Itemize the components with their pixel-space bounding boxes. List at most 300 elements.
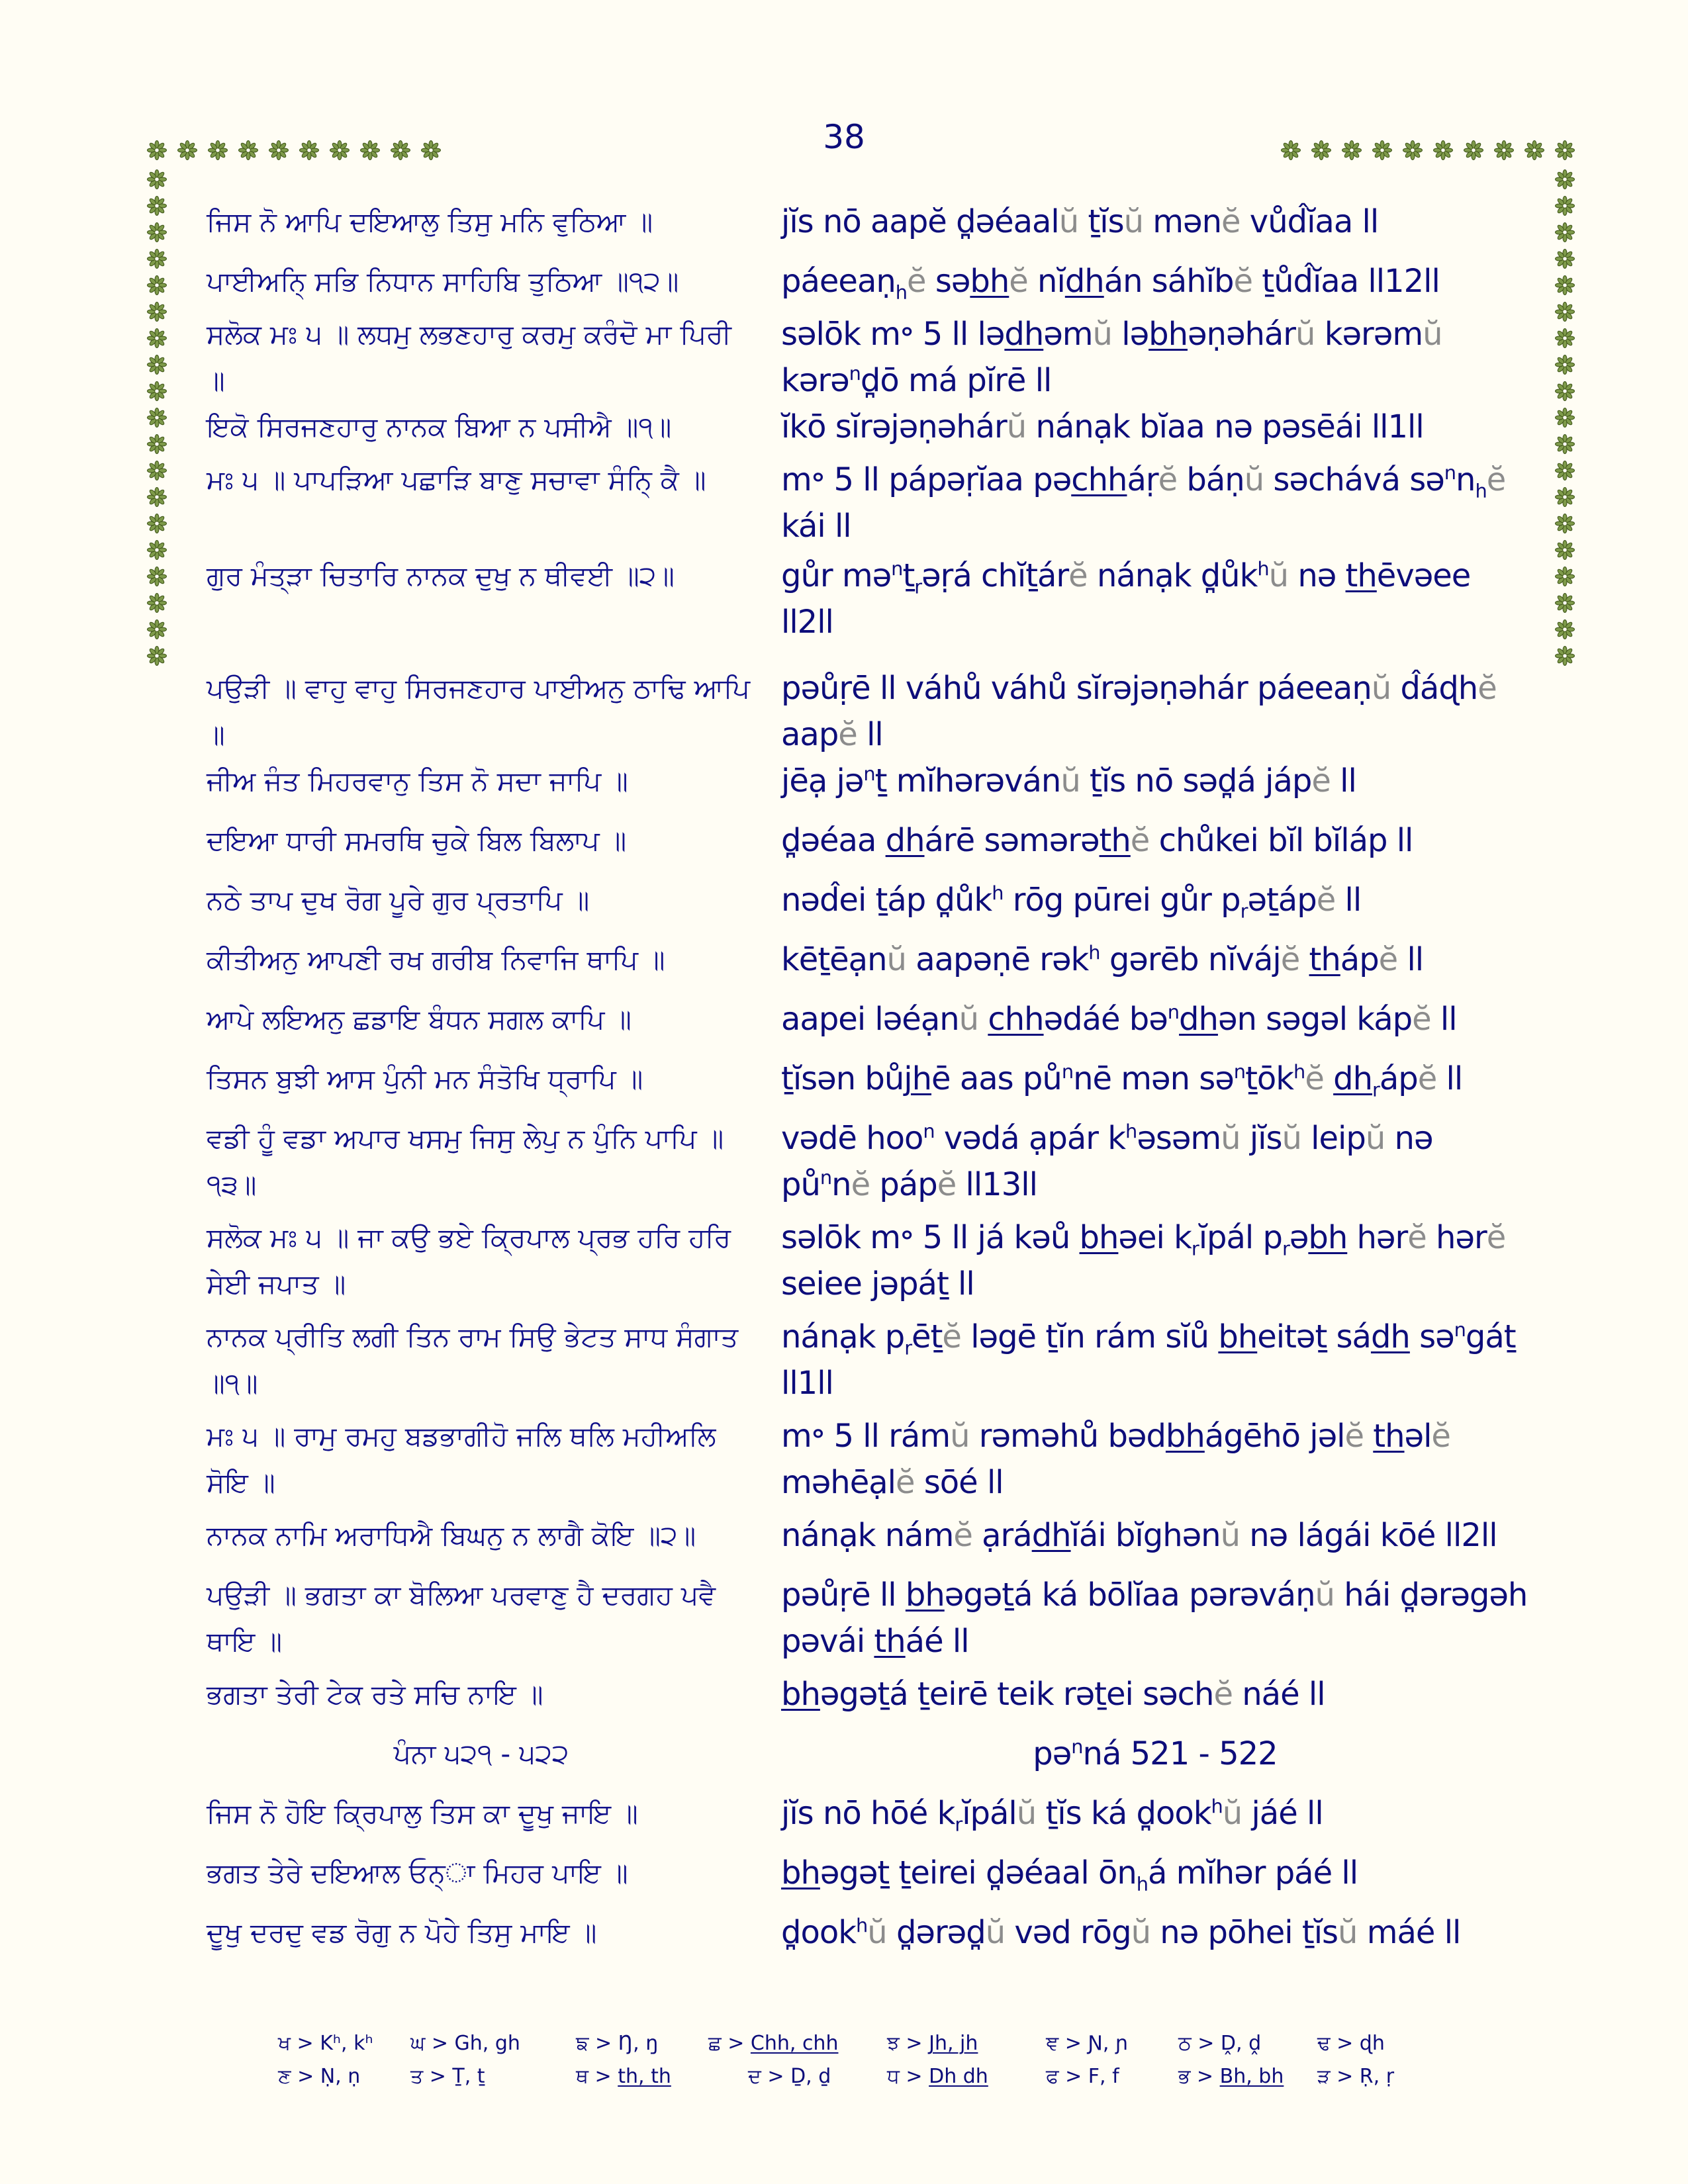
- translit-text: vədē hoo: [781, 1120, 923, 1157]
- legend-item: [887, 2032, 978, 2055]
- muted-vowel: ŭ: [1006, 408, 1027, 445]
- aspirate-mark: th: [1309, 941, 1340, 978]
- superscript-mark: h: [1088, 941, 1100, 964]
- transliteration-line: [781, 553, 1529, 645]
- translit-text: áp: [1379, 1060, 1418, 1097]
- transliteration-line: [781, 311, 1529, 404]
- superscript-mark: n: [1061, 1060, 1074, 1083]
- muted-vowel: ŭ: [1315, 1576, 1335, 1614]
- legend-mapping: ਘ > Gh, gh: [410, 2032, 520, 2055]
- translit-text: ləgē ṯĭn rám sĭů: [961, 1318, 1219, 1355]
- superscript-mark: n: [891, 557, 903, 580]
- translit-text: kərə: [781, 362, 849, 399]
- superscript-mark: n: [923, 1120, 935, 1142]
- muted-vowel: ŭ: [1295, 316, 1315, 353]
- translit-text: áp: [1340, 941, 1379, 978]
- muted-vowel: ĕ: [1486, 461, 1506, 498]
- transliteration-line: [781, 1572, 1529, 1664]
- aspirate-mark: dh: [1333, 1060, 1372, 1097]
- translit-text: árē səmərə: [924, 822, 1100, 859]
- legend-mapping: ਭ >: [1178, 2065, 1220, 2088]
- gurmukhi-line: ਜੀਅ ਜੰਤ ਮਿਹਰਵਾਨੁ ਤਿਸ ਨੋ ਸਦਾ ਜਾਪਿ ॥: [207, 765, 628, 797]
- translit-text: sə: [1409, 1318, 1454, 1355]
- legend-mapping: ਤ > Ṯ, ṯ: [410, 2065, 485, 2088]
- legend-underlined-mapping: Jh, jh: [929, 2032, 978, 2055]
- muted-vowel: ŭ: [1268, 557, 1289, 594]
- gurmukhi-line: ਇਕੋ ਸਿਰਜਣਹਾਰੁ ਨਾਨਕ ਬਿਆ ਨ ਪਸੀਐ ॥੧॥: [207, 411, 672, 443]
- translit-text: nánạk d̪ůk: [1087, 557, 1258, 594]
- legend-item: [410, 2065, 485, 2088]
- translit-text: pəůṛē ll váhů váhů sĭrəjəṇəhár páeeaṇ: [781, 670, 1372, 707]
- legend-item: [1317, 2065, 1394, 2088]
- transliteration-line: [781, 1115, 1529, 1208]
- muted-vowel: ŭ: [1016, 1795, 1037, 1832]
- translit-text: əṯáp: [1247, 882, 1317, 919]
- translit-text: əl: [1404, 1418, 1432, 1455]
- translit-text: aapei ləéạn: [781, 1001, 959, 1038]
- translit-text: ə: [1289, 1219, 1309, 1256]
- subscript-mark: h: [1475, 479, 1487, 502]
- aspirate-mark: bh: [1149, 316, 1188, 353]
- legend-item: [410, 2032, 520, 2055]
- transliteration-line: [781, 1850, 1529, 1896]
- translit-text: ágēhō jəl: [1204, 1418, 1345, 1455]
- translit-text: ṯůd̂ĭaa ll12ll: [1252, 263, 1440, 300]
- gurmukhi-line: ਨਾਨਕ ਪ੍ਰੀਤਿ ਲਗੀ ਤਿਨ ਰਾਮ ਸਿਉ ਭੇਟਤ ਸਾਧ ਸੰਗਾਤ ॥੧॥: [207, 1321, 739, 1399]
- translit-text: vůd̂ĭaa ll: [1240, 203, 1379, 240]
- translit-text: mən: [1143, 203, 1221, 240]
- aspirate-mark: chh: [1071, 461, 1127, 498]
- superscript-mark: h: [856, 1914, 868, 1936]
- translit-text: ēṯ: [912, 1318, 943, 1355]
- translit-text: ĭpál p: [1198, 1219, 1282, 1256]
- muted-vowel: ŭ: [1371, 670, 1391, 707]
- transliteration-line: [781, 1056, 1529, 1102]
- muted-vowel: ŭ: [886, 941, 906, 978]
- translit-text: jáé ll: [1242, 1795, 1323, 1832]
- transliteration-line: [781, 817, 1529, 864]
- muted-vowel: ĕ: [1477, 670, 1497, 707]
- gurmukhi-line: ਮਃ ੫ ॥ ਰਾਮੁ ਰਮਹੁ ਬਡਭਾਗੀਹੋ ਜਲਿ ਥਲਿ ਮਹੀਅਲਿ ਸੋਇ ॥: [207, 1420, 716, 1498]
- superscript-mark: h: [1211, 1795, 1223, 1817]
- translit-text: əsəm: [1137, 1120, 1221, 1157]
- translit-text: ĭái bĭghən: [1070, 1517, 1221, 1554]
- aspirate-mark: bh: [1165, 1418, 1205, 1455]
- gurmukhi-line: ਭਗਤਾ ਤੇਰੀ ਟੇਕ ਰਤੇ ਸਚਿ ਨਾਇ ॥: [207, 1678, 543, 1710]
- gurmukhi-line: ਕੀਤੀਅਨੁ ਆਪਣੀ ਰਖ ਗਰੀਬ ਨਿਵਾਜਿ ਥਾਪਿ ॥: [207, 944, 665, 976]
- muted-vowel: ĕ: [1316, 882, 1336, 919]
- translit-text: pə: [1033, 1735, 1072, 1772]
- translit-text: d̪ō má pĭrē ll: [860, 362, 1052, 399]
- muted-vowel: ĕ: [1280, 941, 1300, 978]
- aspirate-mark: th: [1345, 557, 1377, 594]
- gurmukhi-line: ਪਾਈਅਨਿ੍ ਸਭਿ ਨਿਧਾਨ ਸਾਹਿਬਿ ਤੁਠਿਆ ॥੧੨॥: [207, 265, 679, 297]
- transliteration-line: [781, 1671, 1529, 1717]
- aspirate-mark: dh: [1370, 1318, 1410, 1355]
- legend-item: [708, 2032, 838, 2055]
- muted-vowel: ĕ: [1213, 1676, 1233, 1713]
- transliteration-line: [781, 1512, 1529, 1559]
- translit-text: ṯōk: [1245, 1060, 1294, 1097]
- subscript-mark: r: [1372, 1078, 1380, 1101]
- translit-text: kái ll: [781, 508, 851, 545]
- translit-text: sōé ll: [914, 1464, 1004, 1501]
- muted-vowel: ŭ: [1123, 203, 1144, 240]
- translit-text: nə: [1288, 557, 1346, 594]
- subscript-mark: r: [914, 575, 922, 598]
- translit-text: gərēb nĭváj: [1100, 941, 1281, 978]
- translit-text: áé ll: [905, 1623, 969, 1660]
- transliteration-line: [781, 457, 1529, 549]
- muted-vowel: ĕ: [1233, 263, 1252, 300]
- translit-text: [1299, 941, 1309, 978]
- muted-vowel: ŭ: [1282, 1120, 1301, 1157]
- muted-vowel: ĕ: [1130, 822, 1150, 859]
- translit-text: ē aas pů: [931, 1060, 1062, 1097]
- translit-text: nə pōhei ṯĭs: [1150, 1914, 1338, 1951]
- legend-mapping: ਖ > Kʰ, kʰ: [278, 2032, 373, 2055]
- muted-vowel: ĕ: [838, 716, 857, 753]
- translit-text: [978, 1001, 988, 1038]
- muted-vowel: ĕ: [942, 1318, 961, 1355]
- aspirate-mark: dh: [1004, 316, 1044, 353]
- aspirate-mark: chh: [988, 1001, 1044, 1038]
- legend-item: [278, 2065, 360, 2088]
- muted-vowel: ŭ: [1092, 316, 1112, 353]
- translit-text: səlōk m॰ 5 ll lə: [781, 316, 1005, 353]
- muted-vowel: ĕ: [1311, 762, 1331, 799]
- translit-text: ná 521 - 522: [1082, 1735, 1278, 1772]
- legend-mapping: ਝ >: [887, 2032, 929, 2055]
- subscript-mark: r: [1240, 899, 1248, 923]
- translit-text: nəd̂ei ṯáp d̪ůk: [781, 882, 992, 919]
- superscript-mark: n: [849, 362, 861, 385]
- transliteration-line: [781, 199, 1529, 245]
- muted-vowel: ĕ: [937, 1166, 957, 1203]
- legend-mapping: ਫ > F, f: [1046, 2065, 1119, 2088]
- gurmukhi-line: ਪਉੜੀ ॥ ਭਗਤਾ ਕਾ ਬੋਲਿਆ ਪਰਵਾਣੁ ਹੈ ਦਰਗਹ ਪਵੈ ਥਾਇ ॥: [207, 1579, 716, 1657]
- translit-text: jĭs nō hōé k: [781, 1795, 955, 1832]
- transliteration-line: [781, 1731, 1529, 1777]
- gurmukhi-line: ਪਉੜੀ ॥ ਵਾਹੁ ਵਾਹੁ ਸਿਰਜਣਹਾਰ ਪਾਈਅਨੁ ਠਾਢਿ ਆਪਿ ॥: [207, 672, 750, 751]
- translit-text: ṯĭs nō səd̪á jáp: [1080, 762, 1312, 799]
- muted-vowel: ŭ: [1220, 1517, 1240, 1554]
- translit-text: nə pů: [781, 1120, 1433, 1203]
- muted-vowel: ŭ: [1423, 316, 1442, 353]
- translit-text: əgəṯá ṯeirē teik rəṯei səch: [820, 1676, 1214, 1713]
- translit-text: [1364, 1418, 1373, 1455]
- legend-row: [278, 2065, 1417, 2098]
- translit-text: náé ll: [1232, 1676, 1325, 1713]
- superscript-mark: n: [1167, 1001, 1180, 1023]
- muted-vowel: ŭ: [1222, 1795, 1243, 1832]
- translit-text: nánạk nám: [781, 1517, 954, 1554]
- muted-vowel: ĕ: [1407, 1219, 1427, 1256]
- superscript-mark: n: [1444, 461, 1456, 484]
- legend-mapping: ਢ > ɖh: [1317, 2032, 1385, 2055]
- gurmukhi-line: ਜਿਸ ਨੋ ਹੋਇ ਕ੍ਰਿਪਾਲੁ ਤਿਸ ਕਾ ਦੂਖੁ ਜਾਇ ॥: [207, 1797, 638, 1829]
- translit-text: nĭ: [1027, 263, 1065, 300]
- translit-text: ĭpál: [962, 1795, 1017, 1832]
- superscript-mark: n: [863, 762, 875, 785]
- translit-text: báṇ: [1177, 461, 1244, 498]
- translit-text: pəůṛē ll: [781, 1576, 906, 1614]
- gurmukhi-line: ਸਲੋਕ ਮਃ ੫ ॥ ਲਧਮੁ ਲਭਣਹਾਰੁ ਕਰਮੁ ਕਰੰਦੋ ਮਾ ਪਿਰੀ ॥: [207, 318, 731, 396]
- translit-text: d̪əéaa: [781, 822, 886, 859]
- superscript-mark: n: [1454, 1318, 1466, 1341]
- muted-vowel: ŭ: [1365, 1120, 1385, 1157]
- translit-text: ll13ll: [956, 1166, 1037, 1203]
- muted-vowel: ĕ: [1068, 557, 1088, 594]
- translit-text: máé ll: [1357, 1914, 1461, 1951]
- legend-mapping: ਙ > Ŋ, ŋ: [576, 2032, 659, 2055]
- transliteration-line: [781, 404, 1529, 450]
- legend-mapping: ਦ > Ḏ, ḏ: [748, 2065, 831, 2088]
- transliteration-line: [781, 1314, 1529, 1406]
- translit-text: chůkei bĭl bĭláp ll: [1149, 822, 1413, 859]
- legend-item: [576, 2065, 671, 2088]
- translit-text: ll: [857, 716, 883, 753]
- superscript-mark: h: [1293, 1060, 1305, 1083]
- translit-text: leip: [1301, 1120, 1366, 1157]
- aspirate-mark: dh: [1179, 1001, 1218, 1038]
- translit-text: məhēạl: [781, 1464, 896, 1501]
- translit-text: kēṯēạn: [781, 941, 887, 978]
- transliteration-line: [781, 1790, 1529, 1837]
- translit-text: d̪ook: [781, 1914, 856, 1951]
- superscript-mark: n: [1071, 1735, 1083, 1758]
- muted-vowel: ŭ: [950, 1418, 970, 1455]
- aspirate-mark: th: [1373, 1418, 1405, 1455]
- translit-text: ṯĭs: [1078, 203, 1124, 240]
- translit-text: nē mən sə: [1073, 1060, 1234, 1097]
- translit-text: sə: [925, 263, 970, 300]
- translit-text: n: [1456, 461, 1476, 498]
- gurmukhi-line: ਨਾਨਕ ਨਾਮਿ ਅਰਾਧਿਐ ਬਿਘਨੁ ਨ ਲਾਗੈ ਕੋਇ ॥੨॥: [207, 1520, 696, 1551]
- translit-text: rəməhů bəd: [969, 1418, 1166, 1455]
- subscript-mark: r: [1282, 1237, 1289, 1260]
- muted-vowel: ĕ: [1009, 263, 1028, 300]
- transliteration-legend: [278, 2032, 1417, 2098]
- legend-mapping: ਛ >: [708, 2032, 751, 2055]
- muted-vowel: ŭ: [1244, 461, 1264, 498]
- muted-vowel: ĕ: [1378, 941, 1398, 978]
- legend-item: [1178, 2065, 1284, 2088]
- gurmukhi-line: ਜਿਸ ਨੋ ਆਪਿ ਦਇਆਲੁ ਤਿਸੁ ਮਨਿ ਵੁਠਿਆ ॥: [207, 206, 653, 238]
- translit-text: aap: [781, 716, 839, 753]
- gurmukhi-line: ਗੁਰ ਮੰਤ੍ੜਾ ਚਿਤਾਰਿ ਨਾਨਕ ਦੁਖੁ ਨ ਥੀਵਈ ॥੨॥: [207, 560, 675, 592]
- translit-text: gůr mə: [781, 557, 892, 594]
- legend-mapping: ਥ >: [576, 2065, 618, 2088]
- aspirate-mark: th: [1099, 822, 1131, 859]
- translit-text: ṯĭs ká d̪ook: [1036, 1795, 1211, 1832]
- translit-text: jēạ jə: [781, 762, 864, 799]
- translit-text: áṛ: [1127, 461, 1158, 498]
- translit-text: əṛá chĭṯár: [921, 557, 1069, 594]
- translit-text: ll: [1330, 762, 1356, 799]
- muted-vowel: ŭ: [1131, 1914, 1151, 1951]
- superscript-mark: n: [1233, 1060, 1246, 1083]
- translit-text: rōg pūrei gůr p: [1003, 882, 1241, 919]
- translit-text: ll: [1430, 1001, 1457, 1038]
- translit-text: páp: [870, 1166, 937, 1203]
- muted-vowel: ŭ: [1058, 203, 1079, 240]
- muted-vowel: ĕ: [1486, 1219, 1506, 1256]
- translit-text: vədá ạpár k: [934, 1120, 1126, 1157]
- translit-text: nánạk bĭaa nə pəsēái ll1ll: [1026, 408, 1424, 445]
- translit-text: seiee jəpáṯ ll: [781, 1265, 974, 1302]
- gurmukhi-line: ਤਿਸਨ ਬੁਝੀ ਆਸ ਪੁੰਨੀ ਮਨ ਸੰਤੋਖਿ ਧ੍ਰਾਪਿ ॥: [207, 1063, 643, 1095]
- muted-vowel: ĕ: [907, 263, 926, 300]
- legend-underlined-mapping: Chh, chh: [750, 2032, 839, 2055]
- gurmukhi-line: ਦੂਖੁ ਦਰਦੁ ਵਡ ਰੋਗੁ ਨ ਪੋਹੇ ਤਿਸੁ ਮਾਇ ॥: [207, 1917, 597, 1948]
- transliteration-line: [781, 258, 1529, 304]
- translit-text: hái d̪ərəgəh pəvái: [781, 1576, 1528, 1660]
- transliteration-line: [781, 877, 1529, 923]
- aspirate-mark: bh: [1218, 1318, 1258, 1355]
- legend-item: [1046, 2032, 1128, 2055]
- legend-item: [278, 2032, 373, 2055]
- muted-vowel: ŭ: [1060, 762, 1080, 799]
- translit-text: əm: [1043, 316, 1093, 353]
- aspirate-mark: dh: [885, 822, 925, 859]
- gurmukhi-line: ਆਪੇ ਲਇਅਨੁ ਛਡਾਇ ਬੰਧਨ ਸਗਲ ਕਾਪਿ ॥: [207, 1003, 632, 1035]
- transliteration-line: [781, 936, 1529, 983]
- muted-vowel: ĕ: [953, 1517, 972, 1554]
- translit-text: m॰ 5 ll rám: [781, 1418, 951, 1455]
- muted-vowel: ŭ: [867, 1914, 887, 1951]
- translit-text: lə: [1111, 316, 1149, 353]
- legend-mapping: ਠ > Ḓ, ḓ: [1178, 2032, 1262, 2055]
- legend-underlined-mapping: th, th: [618, 2065, 671, 2088]
- aspirate-mark: bh: [1308, 1219, 1348, 1256]
- translit-text: [1324, 1060, 1333, 1097]
- translit-text: hər: [1426, 1219, 1487, 1256]
- subscript-mark: r: [1191, 1237, 1199, 1260]
- translit-text: əgəṯ ṯeirei d̪əéaal ōn: [820, 1854, 1137, 1891]
- aspirate-mark: jh: [904, 1060, 932, 1097]
- aspirate-mark: bh: [970, 263, 1009, 300]
- aspirate-mark: bh: [781, 1854, 820, 1891]
- gurmukhi-line: ਮਃ ੫ ॥ ਪਾਪੜਿਆ ਪਛਾੜਿ ਬਾਣੁ ਸਚਾਵਾ ਸੰਨਿ੍ ਕੈ ॥: [207, 464, 706, 496]
- muted-vowel: ĕ: [1305, 1060, 1324, 1097]
- legend-underlined-mapping: Bh, bh: [1219, 2065, 1284, 2088]
- legend-item: [1046, 2065, 1119, 2088]
- gurmukhi-line: ਨਠੇ ਤਾਪ ਦੁਖ ਰੋਗ ਪੂਰੇ ਗੁਰ ਪ੍ਰਤਾਪਿ ॥: [207, 884, 590, 916]
- legend-mapping: ਣ > Ṇ, ṇ: [278, 2065, 361, 2088]
- translit-text: n: [831, 1166, 851, 1203]
- legend-mapping: ਞ > Ɲ, ɲ: [1046, 2032, 1129, 2055]
- aspirate-mark: bh: [781, 1676, 820, 1713]
- translit-text: án sáhĭb: [1103, 263, 1234, 300]
- translit-text: ṯĭsən bů: [781, 1060, 904, 1097]
- superscript-mark: h: [1257, 557, 1269, 580]
- superscript-mark: h: [992, 882, 1004, 904]
- aspirate-mark: dh: [1031, 1517, 1071, 1554]
- translit-text: páeeaṇ: [781, 263, 896, 300]
- transliteration-line: [781, 1413, 1529, 1506]
- translit-text: jĭs: [1240, 1120, 1282, 1157]
- aspirate-mark: bh: [1079, 1219, 1119, 1256]
- translit-text: səchává sə: [1264, 461, 1444, 498]
- translit-text: nánạk p: [781, 1318, 905, 1355]
- subscript-mark: h: [1136, 1872, 1148, 1895]
- muted-vowel: ĕ: [1344, 1418, 1364, 1455]
- muted-vowel: ĕ: [1417, 1060, 1437, 1097]
- translit-text: gáṯ ll1ll: [781, 1318, 1516, 1402]
- translit-text: ṯ: [902, 557, 915, 594]
- translit-text: ĭkō sĭrəjəṇəhár: [781, 408, 1007, 445]
- subscript-mark: r: [955, 1813, 962, 1836]
- gurmukhi-line: ਵਡੀ ਹੂੰ ਵਡਾ ਅਪਾਰ ਖਸਮੁ ਜਿਸੁ ਲੇਪੁ ਨ ਪੁੰਨਿ ਪਾਪਿ ॥੧੩॥: [207, 1122, 724, 1201]
- muted-vowel: ĕ: [1221, 203, 1241, 240]
- muted-vowel: ŭ: [1221, 1120, 1241, 1157]
- transliteration-line: [781, 758, 1529, 804]
- gurmukhi-line: ਦਇਆ ਧਾਰੀ ਸਮਰਥਿ ਚੁਕੇ ਬਿਲ ਬਿਲਾਪ ॥: [207, 825, 627, 856]
- muted-vowel: ĕ: [1412, 1001, 1431, 1038]
- muted-vowel: ĕ: [896, 1464, 915, 1501]
- translit-text: ṯ mĭhərəván: [874, 762, 1061, 799]
- transliteration-line: [781, 1909, 1529, 1956]
- translit-text: kərəm: [1315, 316, 1423, 353]
- translit-text: ll: [1397, 941, 1424, 978]
- legend-item: [1178, 2032, 1261, 2055]
- legend-row: [278, 2032, 1417, 2065]
- translit-text: d̂áɖh: [1391, 670, 1478, 707]
- muted-vowel: ĕ: [1431, 1418, 1450, 1455]
- translit-text: m॰ 5 ll pápəṛĭaa pə: [781, 461, 1072, 498]
- translit-text: ədáé bə: [1043, 1001, 1168, 1038]
- subscript-mark: h: [895, 281, 908, 304]
- translit-text: ēvəee ll2ll: [781, 557, 1471, 641]
- translit-text: vəd rōg: [1005, 1914, 1131, 1951]
- transliteration-line: [781, 996, 1529, 1042]
- gurmukhi-line: ਪੰਨਾ ੫੨੧ - ੫੨੨: [393, 1738, 569, 1770]
- superscript-mark: h: [1125, 1120, 1137, 1142]
- translit-text: á mĭhər páé ll: [1148, 1854, 1358, 1891]
- translit-text: ən səgəl káp: [1217, 1001, 1413, 1038]
- translit-text: hər: [1347, 1219, 1408, 1256]
- translit-text: d̪ərəd̪: [886, 1914, 986, 1951]
- legend-item: [576, 2032, 658, 2055]
- muted-vowel: ĕ: [1158, 461, 1178, 498]
- muted-vowel: ĕ: [851, 1166, 870, 1203]
- superscript-mark: n: [820, 1166, 832, 1189]
- page-number: 38: [823, 118, 865, 156]
- translit-text: jĭs nō aapĕ d̪əéaal: [781, 203, 1059, 240]
- aspirate-mark: th: [874, 1623, 906, 1660]
- muted-vowel: ŭ: [1338, 1914, 1358, 1951]
- translit-text: nə lágái kōé ll2ll: [1240, 1517, 1497, 1554]
- translit-text: ll: [1436, 1060, 1463, 1097]
- aspirate-mark: dh: [1064, 263, 1104, 300]
- legend-mapping: ਧ >: [887, 2065, 929, 2088]
- translit-text: səlōk m॰ 5 ll já kəů: [781, 1219, 1080, 1256]
- translit-text: aapəṇē rək: [906, 941, 1089, 978]
- legend-underlined-mapping: Dh dh: [929, 2065, 988, 2088]
- legend-item: [748, 2065, 831, 2088]
- muted-vowel: ŭ: [985, 1914, 1006, 1951]
- gurmukhi-line: ਭਗਤ ਤੇਰੇ ਦਇਆਲ ਓਨ੍ਾ ਮਿਹਰ ਪਾਇ ॥: [207, 1857, 628, 1889]
- aspirate-mark: bh: [905, 1576, 945, 1614]
- gurmukhi-line: ਸਲੋਕ ਮਃ ੫ ॥ ਜਾ ਕਉ ਭਏ ਕ੍ਰਿਪਾਲ ਪ੍ਰਭ ਹਰਿ ਹਰਿ ਸੇਈ ਜਪਾਤ ॥: [207, 1222, 731, 1300]
- transliteration-line: [781, 665, 1529, 758]
- transliteration-line: [781, 1214, 1529, 1307]
- translit-text: əgəṯá ká bōlĭaa pərəváṇ: [944, 1576, 1315, 1614]
- translit-text: əṇəhár: [1187, 316, 1296, 353]
- legend-item: [1317, 2032, 1385, 2055]
- legend-item: [887, 2065, 988, 2088]
